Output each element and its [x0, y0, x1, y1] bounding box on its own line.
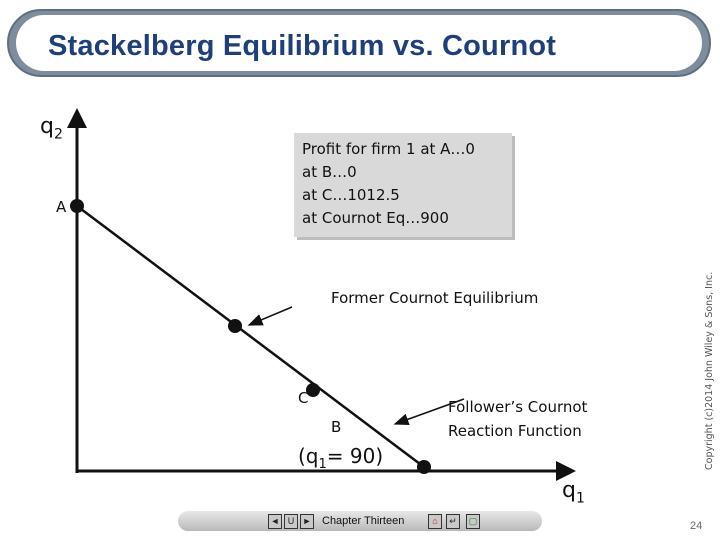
profit-line-a: Profit for firm 1 at A…0: [302, 140, 475, 158]
former-cournot-label: Former Cournot Equilibrium: [331, 289, 539, 307]
point-c-label: C: [298, 389, 309, 407]
return-icon[interactable]: ↵: [446, 514, 460, 529]
point-A: [70, 199, 84, 213]
end-show-icon[interactable]: ▢: [466, 514, 480, 529]
profit-line-cournot: at Cournot Eq…900: [302, 209, 449, 227]
follower-label-line2: Reaction Function: [448, 422, 582, 440]
point-a-label: A: [56, 198, 67, 216]
home-icon[interactable]: ⌂: [428, 514, 442, 529]
point-b-label: B: [331, 418, 342, 436]
point-B: [417, 460, 431, 474]
profit-info-box: [294, 133, 512, 237]
profit-line-c: at C…1012.5: [302, 186, 400, 204]
arrow-to-cournot: [249, 307, 292, 325]
up-button[interactable]: U: [284, 514, 298, 529]
next-slide-button[interactable]: ►: [300, 514, 314, 529]
slide-nav-bar: [178, 511, 542, 531]
copyright-text: Copyright (c)2014 John Wiley & Sons, Inc.: [704, 271, 715, 470]
point-cournot: [228, 319, 242, 333]
x-axis-label: $q_1$: [562, 478, 585, 507]
q1-equals-90-label: $(q_1= 90)$: [298, 444, 384, 472]
y-axis-label: $q_2$: [40, 114, 63, 143]
follower-reaction-line: [77, 206, 424, 467]
follower-label-line1: Follower’s Cournot: [448, 398, 588, 416]
page-number: 24: [690, 520, 703, 532]
profit-line-b: at B…0: [302, 163, 357, 181]
y-axis-arrow: [67, 108, 87, 128]
chapter-label: Chapter Thirteen: [322, 515, 405, 527]
slide-title: Stackelberg Equilibrium vs. Cournot: [48, 30, 557, 62]
prev-slide-button[interactable]: ◄: [268, 514, 282, 529]
